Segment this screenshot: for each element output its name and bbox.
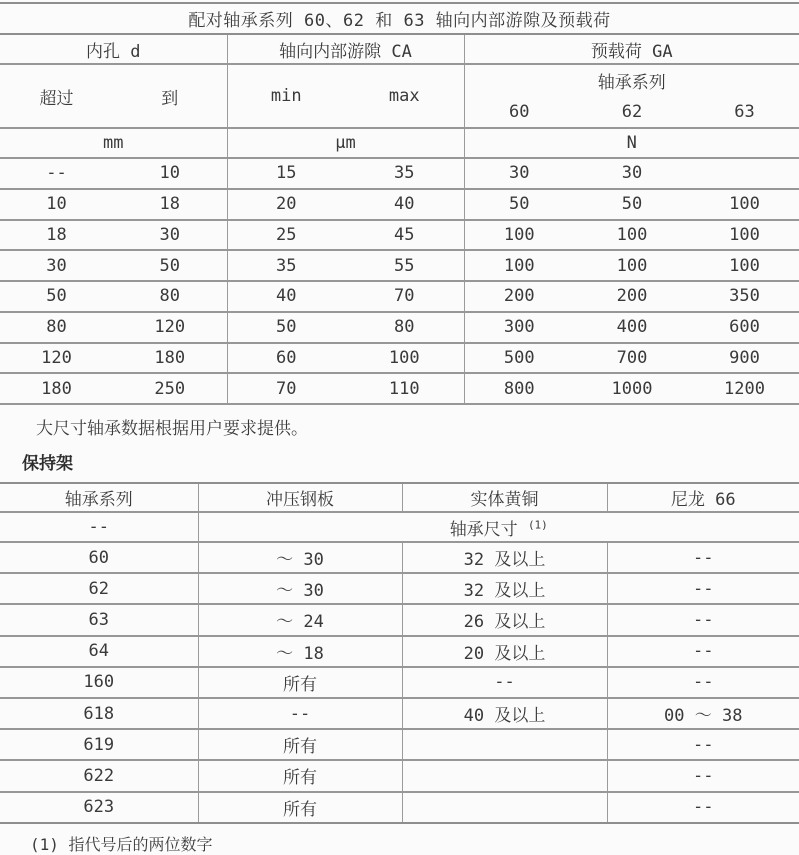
table2-row bbox=[0, 792, 799, 823]
table1-row bbox=[0, 220, 799, 251]
series-60: 60 bbox=[464, 96, 574, 128]
sub-header-min: min bbox=[227, 64, 345, 128]
table1-cell: 200 bbox=[464, 281, 574, 312]
table2-cell: -- bbox=[607, 667, 799, 698]
table1-cell: 100 bbox=[345, 343, 464, 374]
table2-cell: 623 bbox=[0, 792, 198, 823]
table1-cell: 60 bbox=[227, 343, 345, 374]
table1-cell: 40 bbox=[227, 281, 345, 312]
table2-cell: 60 bbox=[0, 542, 198, 573]
table1-sub-header-row bbox=[0, 64, 799, 96]
large-size-note: 大尺寸轴承数据根据用户要求提供。 bbox=[36, 419, 308, 439]
table1-cell: 1200 bbox=[690, 373, 799, 404]
table2-row bbox=[0, 729, 799, 760]
table1-cell: 50 bbox=[574, 189, 690, 220]
table2-cell: ～ 30 bbox=[198, 542, 402, 573]
cage-section-heading: 保持架 bbox=[22, 454, 73, 474]
table1-title: 配对轴承系列 60、62 和 63 轴向内部游隙及预载荷 bbox=[0, 2, 799, 33]
group-header-bore: 内孔 d bbox=[0, 34, 227, 64]
table1-cell: 50 bbox=[227, 312, 345, 343]
table2-cell: 622 bbox=[0, 760, 198, 791]
table1-row bbox=[0, 312, 799, 343]
bearing-size-cell bbox=[198, 512, 799, 542]
table1-cell: 100 bbox=[464, 250, 574, 281]
table1-cell: 350 bbox=[690, 281, 799, 312]
table2-cell: 00 ～ 38 bbox=[607, 698, 799, 729]
table1-cell bbox=[690, 158, 799, 189]
document-page bbox=[0, 2, 799, 855]
table2-cell: 所有 bbox=[198, 667, 402, 698]
table1-cell: 500 bbox=[464, 343, 574, 374]
table2-cell bbox=[402, 729, 607, 760]
table2-cell: 160 bbox=[0, 667, 198, 698]
table1-cell: 20 bbox=[227, 189, 345, 220]
sub-header-over: 超过 bbox=[0, 64, 113, 128]
table2-cell: ～ 24 bbox=[198, 604, 402, 635]
table1-units-row bbox=[0, 128, 799, 158]
table1-cell: 80 bbox=[0, 312, 113, 343]
table1-cell: 110 bbox=[345, 373, 464, 404]
table1-cell: 18 bbox=[113, 189, 227, 220]
table2-cell: -- bbox=[0, 512, 198, 542]
footnote-marker: (1) bbox=[527, 517, 548, 531]
table2-row bbox=[0, 542, 799, 573]
table2-cell: 32 及以上 bbox=[402, 573, 607, 604]
table1-cell: 400 bbox=[574, 312, 690, 343]
sub-header-max: max bbox=[345, 64, 464, 128]
table1-row bbox=[0, 373, 799, 404]
table2-cell: 32 及以上 bbox=[402, 542, 607, 573]
table1-cell: 80 bbox=[345, 312, 464, 343]
series-63: 63 bbox=[690, 96, 799, 128]
table1-cell: 10 bbox=[0, 189, 113, 220]
table2-row bbox=[0, 636, 799, 667]
table1-row bbox=[0, 158, 799, 189]
table1-cell: 100 bbox=[574, 250, 690, 281]
table2-cell: -- bbox=[607, 573, 799, 604]
table2-cell: 所有 bbox=[198, 729, 402, 760]
table1-cell: 300 bbox=[464, 312, 574, 343]
table1-cell: 45 bbox=[345, 220, 464, 251]
table1-cell: 10 bbox=[113, 158, 227, 189]
table2-row bbox=[0, 698, 799, 729]
table1-cell: 200 bbox=[574, 281, 690, 312]
table2-row bbox=[0, 760, 799, 791]
table1-row bbox=[0, 250, 799, 281]
table1-cell: 120 bbox=[0, 343, 113, 374]
table1-cell: 40 bbox=[345, 189, 464, 220]
table2-header-row bbox=[0, 483, 799, 512]
table1-cell: 80 bbox=[113, 281, 227, 312]
table1-cell: 700 bbox=[574, 343, 690, 374]
table1-cell: 70 bbox=[345, 281, 464, 312]
table1-cell: 18 bbox=[0, 220, 113, 251]
footnote: (1) 指代号后的两位数字 bbox=[30, 834, 213, 854]
table1-cell: 30 bbox=[464, 158, 574, 189]
table2-size-row bbox=[0, 512, 799, 542]
table2-cell: 20 及以上 bbox=[402, 636, 607, 667]
table2-cell: 26 及以上 bbox=[402, 604, 607, 635]
table2-cell: 40 及以上 bbox=[402, 698, 607, 729]
header-solid-brass: 实体黄铜 bbox=[402, 483, 607, 512]
table2-row bbox=[0, 604, 799, 635]
table2-cell: 所有 bbox=[198, 760, 402, 791]
table1-row bbox=[0, 343, 799, 374]
table2-cell bbox=[402, 760, 607, 791]
table2-cell: -- bbox=[607, 760, 799, 791]
table1-cell: 180 bbox=[113, 343, 227, 374]
table2-row bbox=[0, 573, 799, 604]
table2-cell: -- bbox=[607, 729, 799, 760]
table1-cell: 50 bbox=[113, 250, 227, 281]
table2-cell: -- bbox=[693, 797, 714, 818]
group-header-clearance: 轴向内部游隙 CA bbox=[227, 34, 464, 64]
table1-row bbox=[0, 189, 799, 220]
table1-cell: 180 bbox=[0, 373, 113, 404]
unit-mm: mm bbox=[0, 128, 227, 158]
table2-cell: 所有 bbox=[198, 792, 402, 823]
table1-cell: 900 bbox=[690, 343, 799, 374]
table1-cell: 120 bbox=[113, 312, 227, 343]
table2-cell: 62 bbox=[0, 573, 198, 604]
table1-cell: 800 bbox=[464, 373, 574, 404]
table2-cell: 618 bbox=[0, 698, 198, 729]
bearing-size-label: 轴承尺寸 bbox=[449, 519, 528, 540]
table2-cell: -- bbox=[402, 667, 607, 698]
unit-n: N bbox=[464, 128, 799, 158]
table1-cell: 100 bbox=[574, 220, 690, 251]
table1-cell: 70 bbox=[227, 373, 345, 404]
table1-cell: 30 bbox=[113, 220, 227, 251]
table2-cell bbox=[402, 792, 607, 823]
table2-cell: 63 bbox=[0, 604, 198, 635]
table2-cell: -- bbox=[607, 542, 799, 573]
table1-cell: 35 bbox=[227, 250, 345, 281]
table2-cell: ～ 30 bbox=[198, 573, 402, 604]
series-62: 62 bbox=[574, 96, 690, 128]
unit-um: μm bbox=[227, 128, 464, 158]
header-bearing-series: 轴承系列 bbox=[0, 483, 198, 512]
header-nylon-66: 尼龙 66 bbox=[607, 483, 799, 512]
table1-row bbox=[0, 281, 799, 312]
table1-cell: 600 bbox=[690, 312, 799, 343]
table1-cell: 100 bbox=[690, 220, 799, 251]
table2-cell: 64 bbox=[0, 636, 198, 667]
table1-cell: 1000 bbox=[574, 373, 690, 404]
clearance-preload-table bbox=[0, 33, 799, 405]
table1-cell: -- bbox=[0, 158, 113, 189]
series-label: 轴承系列 bbox=[597, 73, 666, 93]
header-pressed-steel: 冲压钢板 bbox=[198, 483, 402, 512]
table2-cell: 619 bbox=[0, 729, 198, 760]
table1-cell: 15 bbox=[227, 158, 345, 189]
table1-cell: 100 bbox=[464, 220, 574, 251]
table1-cell: 250 bbox=[113, 373, 227, 404]
sub-header-to: 到 bbox=[113, 64, 227, 128]
table2-cell: ～ 18 bbox=[198, 636, 402, 667]
group-header-preload: 预载荷 GA bbox=[464, 34, 799, 64]
cage-table bbox=[0, 482, 799, 824]
table1-cell: 100 bbox=[690, 189, 799, 220]
table1-cell: 30 bbox=[0, 250, 113, 281]
table2-cell: -- bbox=[607, 604, 799, 635]
table2-cell: -- bbox=[607, 636, 799, 667]
table2-cell: -- bbox=[198, 698, 402, 729]
table2-row bbox=[0, 667, 799, 698]
table1-cell: 25 bbox=[227, 220, 345, 251]
table1-cell: 35 bbox=[345, 158, 464, 189]
table1-cell: 50 bbox=[464, 189, 574, 220]
table1-cell: 50 bbox=[0, 281, 113, 312]
table1-cell: 55 bbox=[345, 250, 464, 281]
table1-cell: 100 bbox=[690, 250, 799, 281]
table1-cell: 30 bbox=[574, 158, 690, 189]
table1-group-header-row bbox=[0, 34, 799, 64]
